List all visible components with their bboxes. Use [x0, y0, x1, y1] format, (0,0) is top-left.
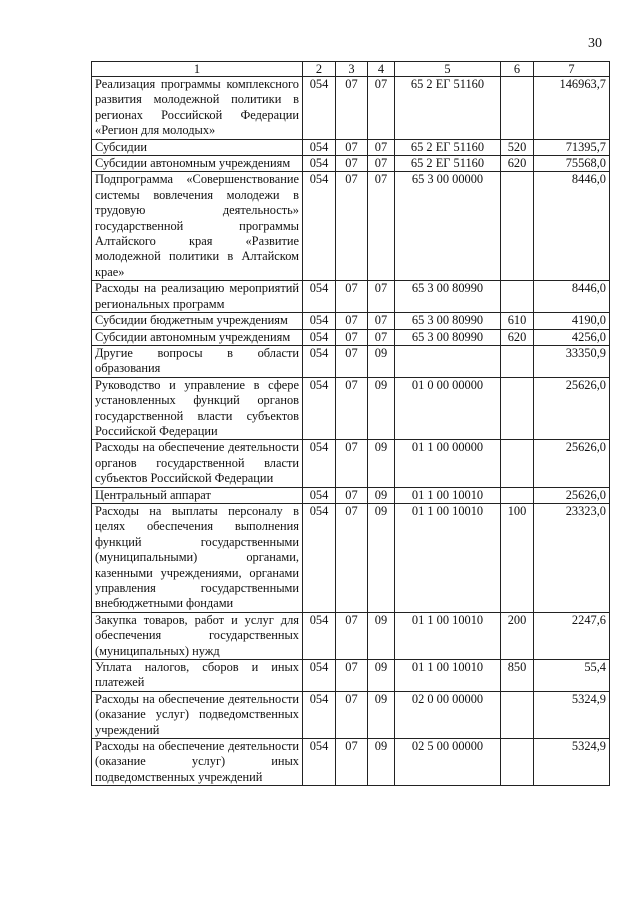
row-name-cell: Реализация программы комплексного развития молодежной политики в регионах Российской Федерации «Регион для молодых»: [92, 77, 303, 140]
subsection-code-cell: 09: [368, 440, 395, 487]
table-row: [92, 612, 610, 659]
expense-type-cell: [501, 487, 534, 503]
section-code-cell: 07: [336, 660, 368, 692]
row-name-cell: Субсидии автономным учреждениям: [92, 156, 303, 172]
amount-cell: 146963,7: [534, 77, 610, 140]
section-code-cell: 07: [336, 739, 368, 786]
subsection-code-cell: 07: [368, 156, 395, 172]
section-code-cell: 07: [336, 487, 368, 503]
column-header: 5: [395, 62, 501, 77]
column-header: 7: [534, 62, 610, 77]
section-code-cell: 07: [336, 281, 368, 313]
row-name-cell: Уплата налогов, сборов и иных платежей: [92, 660, 303, 692]
amount-cell: 25626,0: [534, 440, 610, 487]
target-item-cell: 65 3 00 00000: [395, 172, 501, 281]
row-name-cell: Подпрограмма «Совершенствование системы вовлечения молодежи в трудовую деятельность» государственной программы Алтайского края «Развитие молодежной политики в Алтайском крае»: [92, 172, 303, 281]
ministry-code-cell: 054: [303, 172, 336, 281]
target-item-cell: 65 3 00 80990: [395, 281, 501, 313]
column-header: 1: [92, 62, 303, 77]
amount-cell: 2247,6: [534, 612, 610, 659]
subsection-code-cell: 09: [368, 612, 395, 659]
target-item-cell: [395, 345, 501, 377]
column-header: 3: [336, 62, 368, 77]
amount-cell: 25626,0: [534, 377, 610, 440]
section-code-cell: 07: [336, 440, 368, 487]
ministry-code-cell: 054: [303, 139, 336, 155]
amount-cell: 8446,0: [534, 172, 610, 281]
target-item-cell: 65 2 ЕГ 51160: [395, 156, 501, 172]
amount-cell: 5324,9: [534, 739, 610, 786]
row-name-cell: Центральный аппарат: [92, 487, 303, 503]
ministry-code-cell: 054: [303, 440, 336, 487]
expense-type-cell: [501, 691, 534, 738]
section-code-cell: 07: [336, 691, 368, 738]
amount-cell: 4190,0: [534, 313, 610, 329]
column-header: 2: [303, 62, 336, 77]
ministry-code-cell: 054: [303, 313, 336, 329]
expense-type-cell: 200: [501, 612, 534, 659]
table-row: [92, 739, 610, 786]
table-row: [92, 440, 610, 487]
amount-cell: 75568,0: [534, 156, 610, 172]
table-row: [92, 503, 610, 612]
table-row: [92, 377, 610, 440]
expense-type-cell: [501, 739, 534, 786]
ministry-code-cell: 054: [303, 660, 336, 692]
subsection-code-cell: 09: [368, 739, 395, 786]
amount-cell: 4256,0: [534, 329, 610, 345]
ministry-code-cell: 054: [303, 156, 336, 172]
subsection-code-cell: 09: [368, 503, 395, 612]
subsection-code-cell: 09: [368, 487, 395, 503]
row-name-cell: Руководство и управление в сфере установленных функций органов государственной власти субъектов Российской Федерации: [92, 377, 303, 440]
section-code-cell: 07: [336, 156, 368, 172]
row-name-cell: Расходы на обеспечение деятельности (оказание услуг) иных подведомственных учреждений: [92, 739, 303, 786]
section-code-cell: 07: [336, 377, 368, 440]
target-item-cell: 02 5 00 00000: [395, 739, 501, 786]
subsection-code-cell: 07: [368, 313, 395, 329]
row-name-cell: Субсидии бюджетным учреждениям: [92, 313, 303, 329]
section-code-cell: 07: [336, 503, 368, 612]
section-code-cell: 07: [336, 139, 368, 155]
expense-type-cell: [501, 440, 534, 487]
row-name-cell: Закупка товаров, работ и услуг для обеспечения государственных (муниципальных) нужд: [92, 612, 303, 659]
target-item-cell: 02 0 00 00000: [395, 691, 501, 738]
target-item-cell: 65 2 ЕГ 51160: [395, 77, 501, 140]
expense-type-cell: 620: [501, 156, 534, 172]
target-item-cell: 01 1 00 00000: [395, 440, 501, 487]
subsection-code-cell: 07: [368, 139, 395, 155]
subsection-code-cell: 09: [368, 345, 395, 377]
target-item-cell: 01 1 00 10010: [395, 660, 501, 692]
subsection-code-cell: 07: [368, 329, 395, 345]
ministry-code-cell: 054: [303, 739, 336, 786]
column-header: 4: [368, 62, 395, 77]
amount-cell: 25626,0: [534, 487, 610, 503]
ministry-code-cell: 054: [303, 487, 336, 503]
expense-type-cell: 610: [501, 313, 534, 329]
subsection-code-cell: 09: [368, 660, 395, 692]
expense-type-cell: 100: [501, 503, 534, 612]
table-row: [92, 172, 610, 281]
ministry-code-cell: 054: [303, 612, 336, 659]
ministry-code-cell: 054: [303, 503, 336, 612]
amount-cell: 23323,0: [534, 503, 610, 612]
table-row: [92, 345, 610, 377]
target-item-cell: 65 3 00 80990: [395, 313, 501, 329]
target-item-cell: 01 1 00 10010: [395, 503, 501, 612]
amount-cell: 5324,9: [534, 691, 610, 738]
ministry-code-cell: 054: [303, 281, 336, 313]
ministry-code-cell: 054: [303, 377, 336, 440]
budget-table: [91, 61, 610, 786]
amount-cell: 33350,9: [534, 345, 610, 377]
subsection-code-cell: 09: [368, 377, 395, 440]
target-item-cell: 01 0 00 00000: [395, 377, 501, 440]
expense-type-cell: [501, 377, 534, 440]
section-code-cell: 07: [336, 345, 368, 377]
table-row: [92, 313, 610, 329]
table-row: [92, 281, 610, 313]
section-code-cell: 07: [336, 313, 368, 329]
ministry-code-cell: 054: [303, 77, 336, 140]
section-code-cell: 07: [336, 329, 368, 345]
subsection-code-cell: 07: [368, 172, 395, 281]
expense-type-cell: [501, 172, 534, 281]
table-row: [92, 77, 610, 140]
row-name-cell: Расходы на обеспечение деятельности органов государственной власти субъектов Российской Федерации: [92, 440, 303, 487]
page-number: 30: [588, 36, 602, 51]
row-name-cell: Субсидии: [92, 139, 303, 155]
row-name-cell: Расходы на реализацию мероприятий региональных программ: [92, 281, 303, 313]
expense-type-cell: 520: [501, 139, 534, 155]
table-row: [92, 156, 610, 172]
subsection-code-cell: 07: [368, 281, 395, 313]
header-row: [92, 62, 610, 77]
target-item-cell: 65 3 00 80990: [395, 329, 501, 345]
amount-cell: 55,4: [534, 660, 610, 692]
row-name-cell: Расходы на обеспечение деятельности (оказание услуг) подведомственных учреждений: [92, 691, 303, 738]
target-item-cell: 01 1 00 10010: [395, 487, 501, 503]
table-row: [92, 660, 610, 692]
expense-type-cell: [501, 345, 534, 377]
expense-type-cell: 850: [501, 660, 534, 692]
ministry-code-cell: 054: [303, 345, 336, 377]
subsection-code-cell: 09: [368, 691, 395, 738]
section-code-cell: 07: [336, 172, 368, 281]
table-row: [92, 329, 610, 345]
table-body: [92, 77, 610, 786]
target-item-cell: 65 2 ЕГ 51160: [395, 139, 501, 155]
expense-type-cell: [501, 77, 534, 140]
table-row: [92, 691, 610, 738]
table-row: [92, 487, 610, 503]
amount-cell: 71395,7: [534, 139, 610, 155]
subsection-code-cell: 07: [368, 77, 395, 140]
amount-cell: 8446,0: [534, 281, 610, 313]
expense-type-cell: 620: [501, 329, 534, 345]
ministry-code-cell: 054: [303, 329, 336, 345]
section-code-cell: 07: [336, 77, 368, 140]
ministry-code-cell: 054: [303, 691, 336, 738]
row-name-cell: Субсидии автономным учреждениям: [92, 329, 303, 345]
section-code-cell: 07: [336, 612, 368, 659]
row-name-cell: Другие вопросы в области образования: [92, 345, 303, 377]
target-item-cell: 01 1 00 10010: [395, 612, 501, 659]
expense-type-cell: [501, 281, 534, 313]
table-row: [92, 139, 610, 155]
row-name-cell: Расходы на выплаты персоналу в целях обеспечения выполнения функций государственными (муниципальными) органами, казенными учреждениями, органами управления государственными внебюджетными фондами: [92, 503, 303, 612]
column-header: 6: [501, 62, 534, 77]
